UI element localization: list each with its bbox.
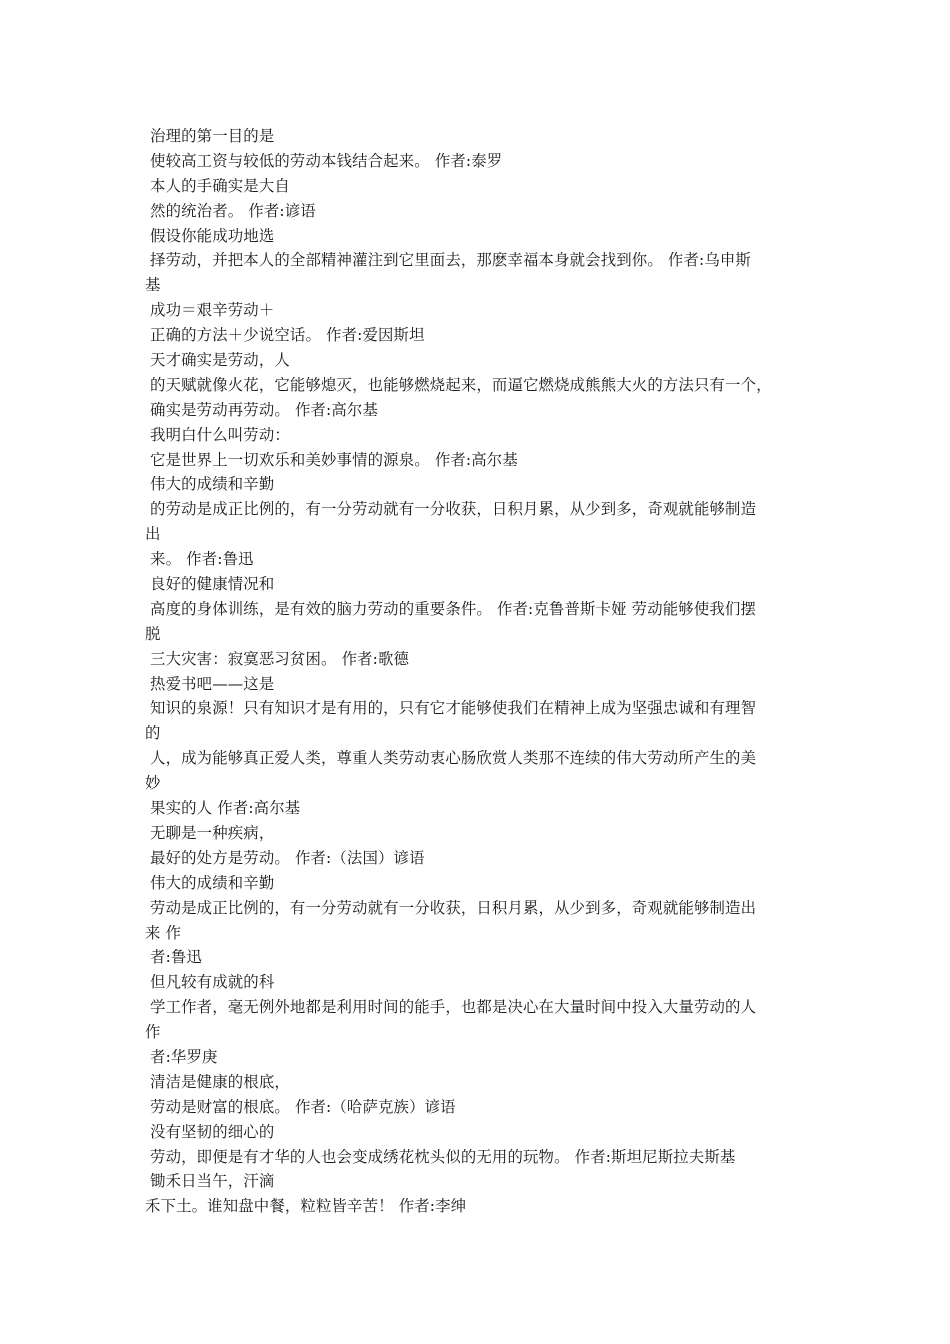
text-line: 来。 作者:鲁迅: [145, 550, 254, 569]
text-line: 确实是劳动再劳动。 作者:高尔基: [145, 400, 378, 419]
text-line: 然的统治者。 作者:谚语: [145, 201, 316, 220]
text-line: 伟大的成绩和辛勤: [145, 475, 275, 494]
text-line: 的天赋就像火花，它能够熄灭，也能够燃烧起来，而逼它燃烧成熊熊大火的方法只有一个，: [145, 375, 772, 394]
text-line: 假设你能成功地选: [145, 226, 275, 245]
document-body: [145, 124, 815, 1219]
text-line: 脱: [145, 624, 161, 643]
text-line: 果实的人 作者:高尔基: [145, 799, 301, 818]
text-line: 良好的健康情况和: [145, 575, 275, 594]
text-line: 我明白什么叫劳动：: [145, 425, 290, 444]
text-line: 热爱书吧——这是: [145, 674, 275, 693]
text-line: 劳动是财富的根底。 作者:（哈萨克族）谚语: [145, 1097, 456, 1116]
text-line: 者:鲁迅: [145, 948, 202, 967]
text-line: 无聊是一种疾病，: [145, 823, 275, 842]
text-line: 劳动是成正比例的，有一分劳动就有一分收获，日积月累，从少到多，奇观就能够制造出: [145, 898, 757, 917]
text-line: 治理的第一目的是: [145, 127, 275, 145]
text-line: 最好的处方是劳动。 作者:（法国）谚语: [145, 848, 425, 867]
text-line: 人，成为能够真正爱人类，尊重人类劳动衷心肠欣赏人类那不连续的伟大劳动所产生的美: [145, 749, 757, 768]
text-line: 正确的方法＋少说空话。 作者:爱因斯坦: [145, 326, 425, 345]
text-line: 使较高工资与较低的劳动本钱结合起来。 作者:泰罗: [145, 151, 503, 170]
text-line: 知识的泉源！只有知识才是有用的，只有它才能够使我们在精神上成为坚强忠诚和有理智: [145, 699, 757, 718]
text-line: 来 作: [145, 923, 182, 942]
text-line: 的劳动是成正比例的，有一分劳动就有一分收获，日积月累，从少到多，奇观就能够制造: [145, 500, 757, 519]
text-line: 出: [145, 525, 161, 544]
text-line: 但凡较有成就的科: [145, 973, 275, 992]
text-line: 伟大的成绩和辛勤: [145, 873, 275, 892]
text-line: 择劳动，并把本人的全部精神灌注到它里面去，那麽幸福本身就会找到你。 作者:乌申斯: [145, 251, 751, 270]
text-line: 天才确实是劳动，人: [145, 351, 290, 370]
text-line: 者:华罗庚: [145, 1047, 218, 1066]
text-line: 成功＝艰辛劳动＋: [145, 301, 275, 320]
text-line: 妙: [145, 774, 161, 793]
text-line: 三大灾害：寂寞恶习贫困。 作者:歌德: [145, 649, 410, 668]
text-line: 本人的手确实是大自: [145, 176, 290, 195]
text-line: 清洁是健康的根底，: [145, 1072, 290, 1091]
text-line: 禾下土。谁知盘中餐，粒粒皆辛苦！ 作者:李绅: [145, 1197, 467, 1216]
text-line: 锄禾日当午，汗滴: [145, 1172, 275, 1191]
text-line: 高度的身体训练，是有效的脑力劳动的重要条件。 作者:克鲁普斯卡娅 劳动能够使我们摆: [145, 599, 757, 618]
text-line: 学工作者，毫无例外地都是利用时间的能手，也都是决心在大量时间中投入大量劳动的人: [145, 998, 757, 1017]
text-line: 的: [145, 724, 161, 743]
text-line: 没有坚韧的细心的: [145, 1122, 275, 1141]
text-line: 基: [145, 276, 161, 295]
text-line: 作: [145, 1023, 161, 1042]
text-line: 劳动，即便是有才华的人也会变成绣花枕头似的无用的玩物。 作者:斯坦尼斯拉夫斯基: [145, 1147, 736, 1166]
text-line: 它是世界上一切欢乐和美妙事情的源泉。 作者:高尔基: [145, 450, 518, 469]
